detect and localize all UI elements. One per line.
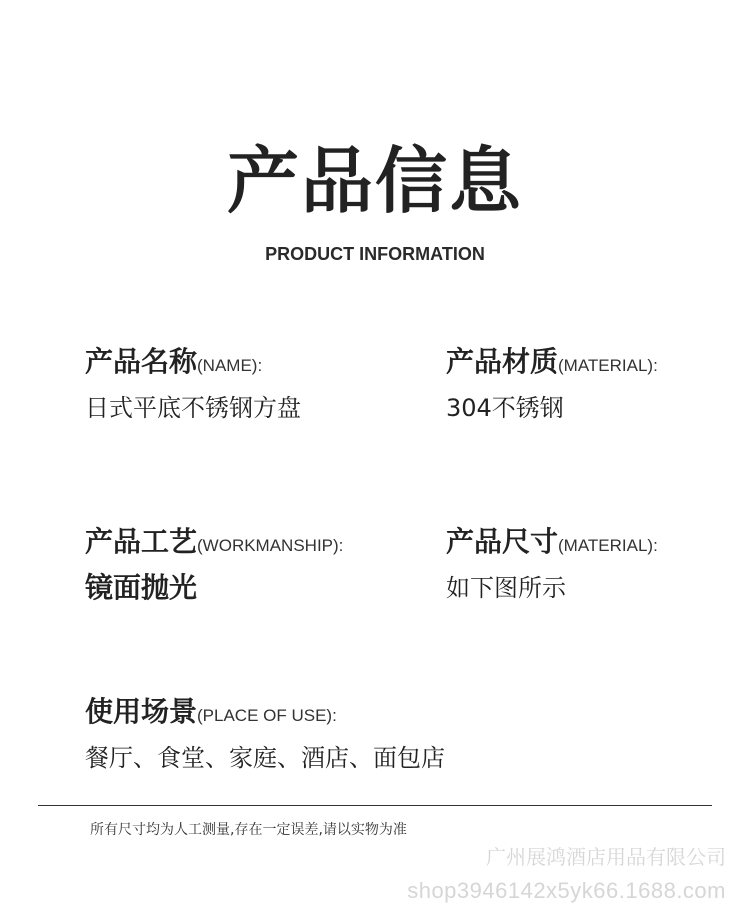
field-value: 镜面抛光 — [85, 571, 198, 604]
field-label-en: (WORKMANSHIP): — [197, 536, 344, 555]
field-label-en: (MATERIAL): — [558, 356, 658, 375]
page-title: 产品信息 — [226, 139, 523, 223]
field-product-size — [446, 523, 658, 605]
field-label-cn: 产品名称 — [85, 345, 198, 378]
field-label — [85, 523, 343, 565]
field-label — [85, 693, 445, 735]
field-label-en: (NAME): — [197, 356, 263, 375]
field-label-en: (PLACE OF USE): — [197, 706, 337, 725]
field-value: 如下图所示 — [446, 574, 566, 602]
measurement-disclaimer: 所有尺寸均为人工测量,存在一定误差,请以实物为准 — [90, 822, 407, 838]
field-label-cn: 产品材质 — [446, 345, 559, 378]
field-product-name — [85, 343, 301, 425]
watermark-company: 广州展鸿酒店用品有限公司 — [486, 845, 726, 869]
field-label — [446, 523, 658, 565]
field-product-material — [446, 343, 658, 425]
field-label — [85, 343, 301, 385]
field-label-cn: 使用场景 — [85, 695, 198, 728]
field-label — [446, 343, 658, 385]
field-label-cn: 产品工艺 — [85, 525, 198, 558]
field-product-craft — [85, 523, 343, 605]
field-place-of-use — [85, 693, 445, 775]
field-label-en: (MATERIAL): — [558, 536, 658, 555]
field-label-cn: 产品尺寸 — [446, 525, 559, 558]
field-value: 餐厅、食堂、家庭、酒店、面包店 — [85, 744, 445, 772]
footer-divider — [38, 805, 712, 806]
page-subtitle: PRODUCT INFORMATION — [265, 244, 485, 264]
watermark-url: shop3946142x5yk66.1688.com — [407, 878, 726, 903]
field-value: 日式平底不锈钢方盘 — [85, 394, 301, 422]
field-value: 304不锈钢 — [446, 394, 564, 422]
